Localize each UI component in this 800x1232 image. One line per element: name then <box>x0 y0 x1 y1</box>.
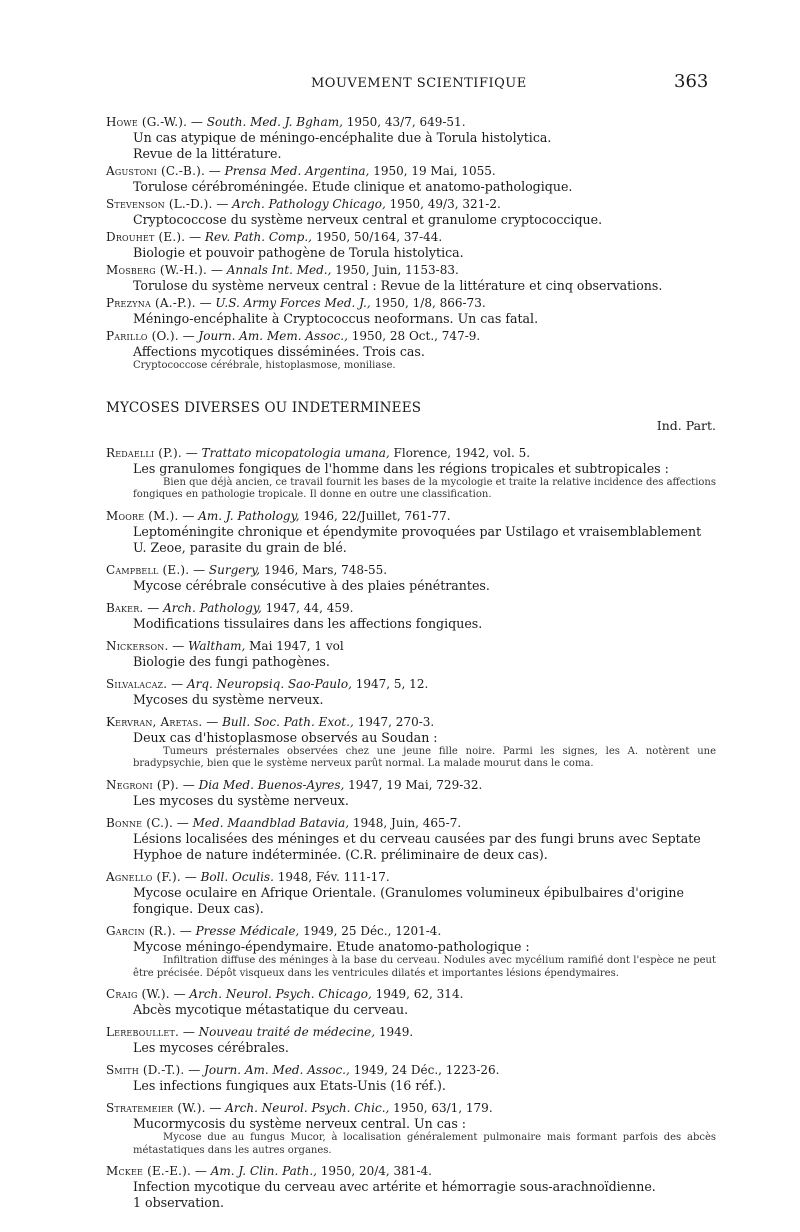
bibliography-entry <box>106 114 716 162</box>
bibliography-entry <box>106 1163 716 1211</box>
entry-note: Cryptococcose cérébrale, histoplasmose, moniliase. <box>133 360 396 371</box>
entry-title: Deux cas d'histoplasmose observés au Soudan : <box>133 729 438 745</box>
entry-details: 1950, 1/8, 866-73. <box>374 296 486 310</box>
bibliography-entry <box>106 986 716 1018</box>
entry-source: Arch. Pathology, <box>163 600 262 615</box>
bibliography-entry <box>106 600 716 632</box>
entry-author: Baker. <box>106 600 144 615</box>
entry-author: Prezyna (A.-P.). <box>106 296 196 310</box>
entry-author: Mckee (E.-E.). <box>106 1164 192 1179</box>
entry-title: Les granulomes fongiques de l'homme dans les régions tropicales et subtropicales : <box>133 460 669 476</box>
entry-author: Parillo (O.). <box>106 329 179 343</box>
entry-source: Am. J. Pathology, <box>198 508 300 523</box>
bibliography-section-2 <box>106 445 716 1212</box>
entry-source: Waltham, <box>188 638 246 653</box>
bibliography-entry <box>106 508 716 556</box>
entry-author: Nickerson. <box>106 638 169 653</box>
bibliography-entry <box>106 676 716 708</box>
entry-source: Med. Maandblad Batavia, <box>192 815 350 830</box>
entry-title: Mycose cérébrale consécutive à des plaies pénétrantes. <box>133 577 490 593</box>
entry-title: Mycose oculaire en Afrique Orientale. (Granulomes volumineux épibulbaires d'origine fongique. Deux cas). <box>133 884 684 916</box>
entry-title: Modifications tissulaires dans les affections fongiques. <box>133 615 483 631</box>
entry-author: Negroni (P). <box>106 777 179 792</box>
entry-details: 1950, 63/1, 179. <box>393 1101 493 1116</box>
entry-details: 1950, Juin, 1153-83. <box>335 263 459 277</box>
entry-details: 1946, Mars, 748-55. <box>263 562 388 577</box>
entry-title: 1 observation. <box>133 1195 225 1211</box>
reference-line: Stevenson (L.-D.). — Arch. Pathology Chicago, 1950, 49/3, 321-2. <box>106 197 501 211</box>
reference-line: Campbell (E.). — Surgery, 1946, Mars, 748-55. <box>106 562 388 577</box>
entry-note: Bien que déjà ancien, ce travail fournit les bases de la mycologie et traite la relative incidence des affections fongiques en pathologie tropicale. Il donne en outre une classification. <box>133 476 716 501</box>
bibliography-entry <box>106 714 716 771</box>
entry-author: Smith (D.-T.). <box>106 1063 185 1078</box>
bibliography-entry <box>106 262 716 294</box>
entry-note: Mycose due au fungus Mucor, à localisation généralement pulmonaire mais formant parfois des abcès métastatiques dans les autres organes. <box>133 1132 716 1156</box>
entry-source: Nouveau traité de médecine, <box>198 1025 376 1040</box>
entry-details: 1950, 20/4, 381-4. <box>320 1164 432 1179</box>
entry-source: Journ. Am. Med. Assoc., <box>204 1063 350 1078</box>
entry-author: Lereboullet. <box>106 1025 180 1040</box>
entry-author: Drouhet (E.). <box>106 230 186 244</box>
running-title: MOUVEMENT SCIENTIFIQUE <box>311 76 527 91</box>
section-heading: MYCOSES DIVERSES OU INDETERMINEES <box>106 399 422 416</box>
reference-line: Silvalacaz. — Arq. Neuropsiq. Sao-Paulo, 1947, 5, 12. <box>106 676 429 691</box>
entry-author: Agnello (F.). <box>106 869 181 884</box>
entry-details: 1948, Fév. 111-17. <box>277 869 390 884</box>
entry-title: Les infections fungiques aux Etats-Unis (16 réf.). <box>133 1078 446 1094</box>
entry-source: Journ. Am. Mem. Assoc., <box>198 329 348 343</box>
entry-title: Leptoméningite chronique et épendymite provoquées par Ustilago et vraisemblablement U. Zeoe, parasite du grain de blé. <box>133 523 702 555</box>
reference-line: Mosberg (W.-H.). — Annals Int. Med., 1950, Juin, 1153-83. <box>106 263 459 277</box>
entry-source: Bull. Soc. Path. Exot., <box>222 714 354 729</box>
reference-line: Garcin (R.). — Presse Médicale, 1949, 25 Déc., 1201-4. <box>106 923 442 938</box>
entry-author: Kervran, Aretas. <box>106 714 203 729</box>
entry-author: Campbell (E.). <box>106 562 190 577</box>
bibliography-entry <box>106 638 716 670</box>
entry-title: Torulose cérébroméningée. Etude clinique et anatomo-pathologique. <box>133 179 573 194</box>
entry-author: Stevenson (L.-D.). <box>106 197 213 211</box>
entry-details: 1949. <box>378 1025 414 1040</box>
page-content <box>106 114 716 1217</box>
entry-details: 1949, 25 Déc., 1201-4. <box>303 923 442 938</box>
entry-details: 1948, Juin, 465-7. <box>352 815 462 830</box>
reference-line: Drouhet (E.). — Rev. Path. Comp., 1950, 50/164, 37-44. <box>106 230 443 244</box>
bibliography-entry <box>106 295 716 327</box>
entry-source: Arch. Neurol. Psych. Chicago, <box>189 987 372 1002</box>
reference-line: Smith (D.-T.). — Journ. Am. Med. Assoc., 1949, 24 Déc., 1223-26. <box>106 1063 500 1078</box>
bibliography-entry <box>106 869 716 917</box>
bibliography-entry <box>106 196 716 228</box>
entry-details: 1947, 5, 12. <box>355 676 429 691</box>
reference-line: Stratemeier (W.). — Arch. Neurol. Psych. Chic., 1950, 63/1, 179. <box>106 1101 493 1116</box>
entry-source: Surgery, <box>208 562 261 577</box>
page-number: 363 <box>674 71 709 92</box>
reference-line: Moore (M.). — Am. J. Pathology, 1946, 22/Juillet, 761-77. <box>106 508 451 523</box>
entry-source: Arq. Neuropsiq. Sao-Paulo, <box>186 676 352 691</box>
entry-author: Craig (W.). <box>106 987 170 1002</box>
bibliography-entry <box>106 1100 716 1157</box>
entry-title: Les mycoses du système nerveux. <box>133 792 349 808</box>
reference-line: Bonne (C.). — Med. Maandblad Batavia, 1948, Juin, 465-7. <box>106 815 462 830</box>
entry-author: Mosberg (W.-H.). <box>106 263 208 277</box>
reference-line: Baker. — Arch. Pathology, 1947, 44, 459. <box>106 600 354 615</box>
entry-source: Trattato micopatologia umana, <box>201 445 390 460</box>
entry-source: South. Med. J. Bgham, <box>206 115 343 129</box>
entry-title: Mucormycosis du système nerveux central. Un cas : <box>133 1116 467 1132</box>
bibliography-entry <box>106 777 716 809</box>
entry-title: Affections mycotiques disséminées. Trois cas. <box>133 344 425 359</box>
bibliography-entry <box>106 815 716 863</box>
reference-line: Parillo (O.). — Journ. Am. Mem. Assoc., 1950, 28 Oct., 747-9. <box>106 329 481 343</box>
running-head <box>0 71 800 98</box>
reference-line: Craig (W.). — Arch. Neurol. Psych. Chicago, 1949, 62, 314. <box>106 987 464 1002</box>
reference-line: Agnello (F.). — Boll. Oculis. 1948, Fév. 111-17. <box>106 869 390 884</box>
bibliography-entry <box>106 1024 716 1056</box>
entry-details: 1947, 270-3. <box>357 714 435 729</box>
entry-title: Infection mycotique du cerveau avec artérite et hémorragie sous-arachnoïdienne. <box>133 1179 656 1195</box>
reference-line: Negroni (P). — Dia Med. Buenos-Ayres, 1947, 19 Mai, 729-32. <box>106 777 483 792</box>
reference-line: Nickerson. — Waltham, Mai 1947, 1 vol <box>106 638 344 653</box>
bibliography-entry <box>106 445 716 502</box>
entry-source: Arch. Neurol. Psych. Chic., <box>225 1101 390 1116</box>
entry-title: Cryptococcose du système nerveux central et granulome cryptococcique. <box>133 212 603 227</box>
entry-details: 1950, 28 Oct., 747-9. <box>351 329 481 343</box>
entry-source: Presse Médicale, <box>195 923 300 938</box>
entry-source: Prensa Med. Argentina, <box>224 164 370 178</box>
entry-title: Biologie et pouvoir pathogène de Torula histolytica. <box>133 245 464 260</box>
entry-author: Moore (M.). <box>106 508 179 523</box>
bibliography-entry <box>106 1062 716 1094</box>
entry-source: Am. J. Clin. Path., <box>210 1164 317 1179</box>
entry-title: Torulose du système nerveux central : Revue de la littérature et cinq observations. <box>133 278 663 293</box>
entry-source: Dia Med. Buenos-Ayres, <box>198 777 345 792</box>
entry-title: Revue de la littérature. <box>133 146 282 161</box>
bibliography-entry <box>106 229 716 261</box>
entry-author: Garcin (R.). <box>106 923 176 938</box>
entry-details: 1947, 19 Mai, 729-32. <box>348 777 483 792</box>
bibliography-entry <box>106 163 716 195</box>
reference-line: Redaelli (P.). — Trattato micopatologia umana, Florence, 1942, vol. 5. <box>106 445 531 460</box>
entry-author: Redaelli (P.). <box>106 445 182 460</box>
entry-author: Agustoni (C.-B.). <box>106 164 205 178</box>
entry-source: Rev. Path. Comp., <box>204 230 312 244</box>
bibliography-entry <box>106 923 716 980</box>
entry-details: 1950, 49/3, 321-2. <box>389 197 501 211</box>
entry-title: Abcès mycotique métastatique du cerveau. <box>133 1002 409 1018</box>
entry-title: Mycose méningo-épendymaire. Etude anatomo-pathologique : <box>133 938 530 954</box>
entry-source: Arch. Pathology Chicago, <box>232 197 386 211</box>
entry-title: Un cas atypique de méningo-encéphalite due à Torula histolytica. <box>133 130 552 145</box>
entry-note: Infiltration diffuse des méninges à la base du cerveau. Nodules avec mycélium ramifié dont l'espèce ne peut être précisée. Dépôt visqueux dans les ventricules dilatés et importantes lésions épendymaires. <box>133 954 716 979</box>
entry-details: Florence, 1942, vol. 5. <box>393 445 531 460</box>
entry-details: 1950, 19 Mai, 1055. <box>373 164 496 178</box>
entry-title: Lésions localisées des méninges et du cerveau causées par des fungi bruns avec Septate Hyphoe de nature indéterminée. (C.R. préliminaire de deux cas). <box>133 830 701 862</box>
reference-line: Lereboullet. — Nouveau traité de médecine, 1949. <box>106 1025 414 1040</box>
entry-details: 1950, 43/7, 649-51. <box>346 115 466 129</box>
bibliography-entry <box>106 562 716 594</box>
entry-author: Stratemeier (W.). <box>106 1101 206 1116</box>
reference-line: Agustoni (C.-B.). — Prensa Med. Argentina, 1950, 19 Mai, 1055. <box>106 164 496 178</box>
entry-author: Silvalacaz. <box>106 676 168 691</box>
bibliography-section-1 <box>106 114 716 373</box>
entry-details: 1947, 44, 459. <box>265 600 354 615</box>
entry-title: Mycoses du système nerveux. <box>133 691 324 707</box>
entry-source: Boll. Oculis. <box>200 869 274 884</box>
entry-title: Les mycoses cérébrales. <box>133 1040 289 1056</box>
entry-title: Méningo-encéphalite à Cryptococcus neoformans. Un cas fatal. <box>133 311 539 326</box>
entry-note: Tumeurs présternales observées chez une jeune fille noire. Parmi les signes, les A. notèrent une bradypsychie, bien que le système nerveux parût normal. La malade mourut dans le coma. <box>133 745 716 770</box>
entry-author: Howe (G.-W.). <box>106 115 188 129</box>
entry-title: Biologie des fungi pathogènes. <box>133 653 330 669</box>
reference-line: Kervran, Aretas. — Bull. Soc. Path. Exot., 1947, 270-3. <box>106 714 435 729</box>
entry-details: 1950, 50/164, 37-44. <box>315 230 443 244</box>
entry-source: Annals Int. Med., <box>226 263 332 277</box>
entry-source: U.S. Army Forces Med. J., <box>215 296 371 310</box>
entry-author: Bonne (C.). <box>106 815 173 830</box>
section-label: Ind. Part. <box>656 417 716 433</box>
reference-line: Mckee (E.-E.). — Am. J. Clin. Path., 1950, 20/4, 381-4. <box>106 1164 432 1179</box>
bibliography-entry <box>106 328 716 373</box>
reference-line: Howe (G.-W.). — South. Med. J. Bgham, 1950, 43/7, 649-51. <box>106 115 466 129</box>
reference-line: Prezyna (A.-P.). — U.S. Army Forces Med. J., 1950, 1/8, 866-73. <box>106 296 486 310</box>
entry-details: 1949, 62, 314. <box>375 987 464 1002</box>
entry-details: 1946, 22/Juillet, 761-77. <box>303 508 451 523</box>
entry-details: Mai 1947, 1 vol <box>249 638 344 653</box>
entry-details: 1949, 24 Déc., 1223-26. <box>353 1063 500 1078</box>
